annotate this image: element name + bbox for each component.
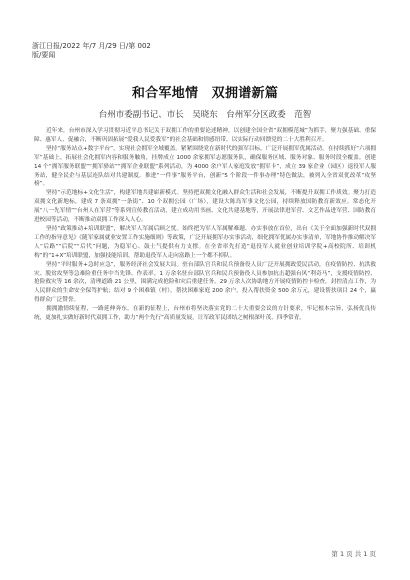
paragraph: 坚持“平时服务+急时应急”，服务经济社会发展大局。驻台部队官兵和民兵预备役人员广泛开展拥政爱民活动，在疫情防控、抗洪救灾、脱贫攻坚等急难险重任务中当先锋、作表率。1 万余名驻台部队官兵和民兵预备役人员参加抗击超强台风“利奇马”，支援疫情防控、抢险救灾等 16 余次，清理道路 21 公里，围满完成抢险和灾后重建任务。29 万余人次协助地方开展疫情防控卡检查，封控清点工作，为人民群众的生命安全保驾护航；结对 9 个困难镇（村），帮扶困难家庭 200 余户，投入帮扶资金 500 余万元，建设帮扶项目 24 个，赢得群众广泛赞誉。 <box>34 261 376 304</box>
article-byline: 台州市委副书记、市长 吴晓东 台州军分区政委 范智 <box>98 110 312 120</box>
paragraph: 拥拥激情续征程，一路延伸奔东。在新的征程上，台州市将坚决落实党的二十大重要会议的方针要求，牢记根本宗旨，弘扬优良传统，更加扎实做好新时代双拥工作，助力“两个先行”高质量发展，让军政军民团结之树根深叶茂、四季常青。 <box>34 306 376 322</box>
paragraph: 坚持“服务站点+数字平台”，实现社会拥军全域覆盖。紧紧围绕党在新时代的强军目标，广泛开展拥军优属活动。在持续抓好“六项拥军”基础上，拓展社会化拥军内容和服务触角，挂牌成立 1000 余家拥军志愿服务队，确保服务区域、服务对象、服务时段全覆盖。创建 14 个“拥军服务联盟”“拥军驿站”“拥军企业联盟”系列活动，为 4000 余户军人家庭发放“拥军卡”，成立 39 家企业（园区）退役军人服务站，健全民企与基层连队结对共建制度。推进“一件事”服务平台，创新“5 个阶段一件事办理”特色做法，被列入全省双优改革“攻坚榜”。 <box>34 145 376 188</box>
source-metadata <box>32 42 151 60</box>
article-body <box>34 127 376 323</box>
source-line-1: 浙江日报/2022 年/7 月/29 日/第 002 <box>32 42 151 50</box>
paragraph: 坚持“示范地标+文化生活”，构建军地共建崭新模式。坚持把双拥文化融入群众生活和社会发展，不断提升双拥工作质效。聚力打造双拥文化新地标，建成 7 条双拥“一条街”、10 个双拥公园（广场），建设大陈岛军事文化公园，持续释放国防教育新效应。常态化开展“八一先军情”“台州人在军营”等系列宣传教育活动，建立成功用书画、文化共建基地等，开展法律进军营、文艺作品进军营、国防教育进校园等活动，不断推动双拥工作深入人心。 <box>34 190 376 224</box>
paragraph: 坚持“政策推动+培训联盟”，解决军人军属后顾之忧。始终把为军人军属解难题、办实事放在首位，出台《关于全面加强新时代双拥工作的指导意见》《随军家属就业安置工作实施细则》等政策，广泛开展拥军办实事活动，细化拥军优属办实事清单，军地协作推动解决军人“后路”“后院”“后代”问题，为稳军心、鼓士气提供有力支撑。在全省率先打造“退役军人就业创业培训学院+高校院所、培训机构”的“1+X”培训联盟，加强技能培训，帮助退役军人走向富路上一个都不掉队。 <box>34 225 376 259</box>
paragraph: 近年来，台州市深入学习贯彻习近平总书记关于双拥工作的重要论述精神，以创建全国全省“双拥模范城”为抓手，聚力强基础、重保障、惠军人、促融合，不断巩固拓展“爱我人民爱我军”的社会基础和情感纽带，以实际行动回馈党的二十大胜利召开。 <box>34 128 376 143</box>
page-indicator: 第 1 页 共 1 页 <box>331 550 376 558</box>
source-line-2: 版/要闻 <box>32 51 56 59</box>
article-title: 和合军地情 双拥谱新篇 <box>131 86 279 101</box>
